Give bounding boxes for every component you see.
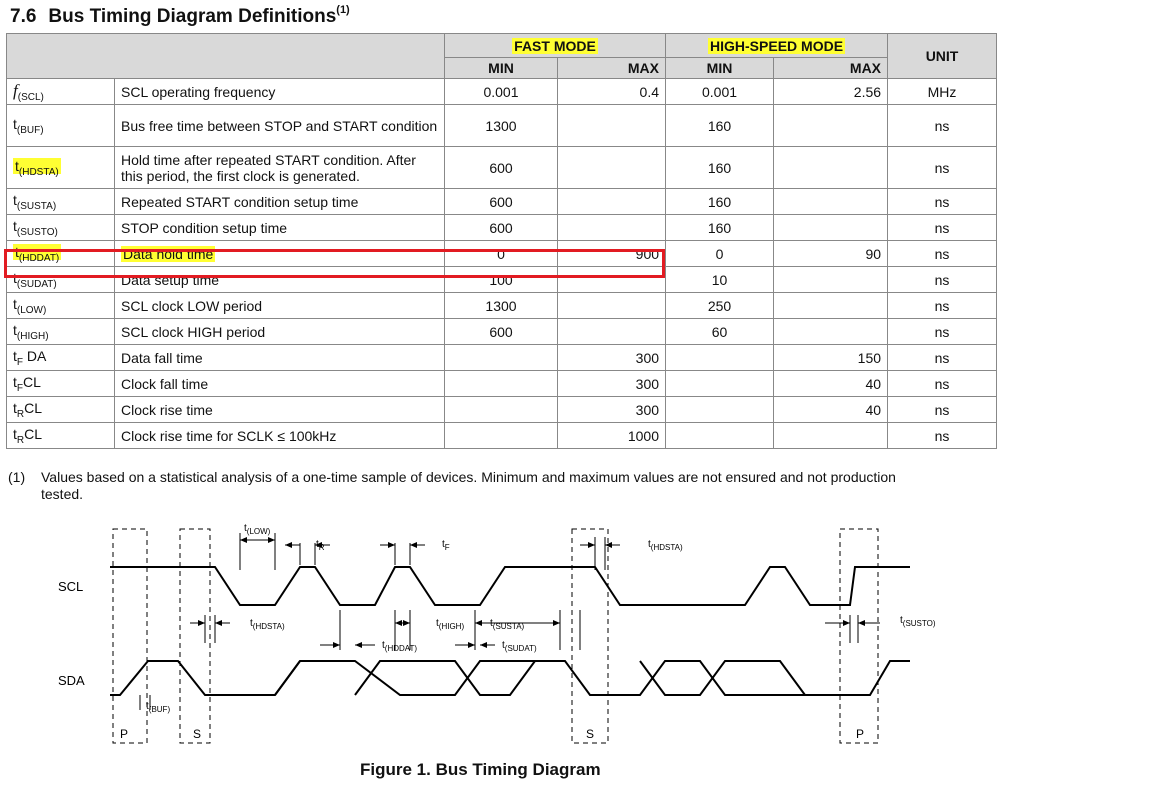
label-t-low: $t_{(LOW)}$ bbox=[244, 523, 271, 536]
label-t-hdsta: $t_{(HDSTA)}$ bbox=[250, 618, 285, 631]
row-symbol bbox=[7, 397, 115, 423]
unit-value: MHz bbox=[888, 79, 997, 105]
section-footnote-ref: (1) bbox=[336, 4, 350, 16]
fast-min-value bbox=[445, 371, 558, 397]
symbol-letter: t bbox=[13, 295, 17, 312]
fast-min-value: 600 bbox=[445, 189, 558, 215]
row-symbol bbox=[7, 293, 115, 319]
fast-min-value bbox=[445, 423, 558, 449]
marker-p2: P bbox=[856, 727, 865, 741]
row-symbol bbox=[7, 345, 115, 371]
row-symbol bbox=[7, 319, 115, 345]
unit-value: ns bbox=[888, 371, 997, 397]
fast-max-value: 0.4 bbox=[558, 79, 666, 105]
unit-value: ns bbox=[888, 397, 997, 423]
hs-max-value: 90 bbox=[774, 241, 888, 267]
symbol-letter: t bbox=[13, 399, 17, 416]
label-t-sudat: $t_{(SUDAT)}$ bbox=[502, 640, 537, 653]
label-t-susta: $t_{(SUSTA)}$ bbox=[490, 618, 525, 631]
symbol-subscript: (BUF) bbox=[16, 124, 44, 136]
unit-value: ns bbox=[888, 423, 997, 449]
hs-max-value bbox=[774, 147, 888, 189]
symbol-subscript: R bbox=[16, 434, 25, 446]
symbol-letter: t bbox=[13, 191, 17, 208]
fast-min-value: 600 bbox=[445, 147, 558, 189]
row-description: Clock fall time bbox=[115, 371, 445, 397]
fast-min-value: 0 bbox=[445, 241, 558, 267]
table-row bbox=[7, 79, 997, 105]
label-t-r: $t_R$ bbox=[316, 539, 325, 552]
row-description: SCL clock HIGH period bbox=[115, 319, 445, 345]
symbol-tail: CL bbox=[23, 373, 41, 390]
hs-min-value: 160 bbox=[666, 189, 774, 215]
table-row bbox=[7, 147, 997, 189]
hs-max-value bbox=[774, 189, 888, 215]
fast-max-value bbox=[558, 189, 666, 215]
row-description: Hold time after repeated START condition. After this period, the first clock is generated. bbox=[115, 147, 445, 189]
symbol-subscript: (SUSTO) bbox=[16, 226, 58, 238]
header-unit: UNIT bbox=[888, 34, 997, 79]
symbol-subscript: (LOW) bbox=[16, 304, 47, 316]
fast-min-value: 100 bbox=[445, 267, 558, 293]
row-description: Bus free time between STOP and START condition bbox=[115, 105, 445, 147]
table-row bbox=[7, 371, 997, 397]
symbol-tail: CL bbox=[24, 425, 43, 442]
unit-value: ns bbox=[888, 215, 997, 241]
row-description: Clock rise time for SCLK ≤ 100kHz bbox=[115, 423, 445, 449]
row-description: Repeated START condition setup time bbox=[115, 189, 445, 215]
hs-min-value: 0.001 bbox=[666, 79, 774, 105]
hs-max-value: 40 bbox=[774, 371, 888, 397]
row-symbol bbox=[7, 423, 115, 449]
symbol-subscript: (HDDAT) bbox=[18, 252, 60, 264]
scl-waveform bbox=[110, 567, 910, 605]
footnote-text: Values based on a statistical analysis of a one-time sample of devices. Minimum and maximum values are not ensured and not production tested. bbox=[41, 469, 896, 502]
symbol-subscript: (SCL) bbox=[17, 91, 44, 103]
marker-s1: S bbox=[193, 727, 202, 741]
header-blank bbox=[7, 34, 445, 79]
row-description: Data setup time bbox=[115, 267, 445, 293]
table-row bbox=[7, 345, 997, 371]
row-description: SCL clock LOW period bbox=[115, 293, 445, 319]
label-t-hdsta-top: $t_{(HDSTA)}$ bbox=[648, 539, 683, 552]
table-row bbox=[7, 293, 997, 319]
fast-max-value: 300 bbox=[558, 397, 666, 423]
hs-max-value bbox=[774, 267, 888, 293]
symbol-tail: DA bbox=[23, 347, 47, 364]
table-row bbox=[7, 105, 997, 147]
fast-max-value bbox=[558, 105, 666, 147]
bus-timing-diagram bbox=[0, 515, 1000, 755]
row-symbol bbox=[7, 371, 115, 397]
symbol-letter: t bbox=[13, 115, 17, 132]
section-title-text: Bus Timing Diagram Definitions bbox=[48, 6, 337, 27]
sda-label: SDA bbox=[58, 673, 85, 688]
header-fast-max: MAX bbox=[558, 58, 666, 79]
fast-max-value bbox=[558, 319, 666, 345]
unit-value: ns bbox=[888, 105, 997, 147]
hs-max-value bbox=[774, 215, 888, 241]
symbol-subscript: F bbox=[16, 382, 23, 394]
start-box-s2 bbox=[572, 529, 608, 743]
row-description: SCL operating frequency bbox=[115, 79, 445, 105]
symbol-subscript: (SUSTA) bbox=[16, 200, 57, 212]
scl-label: SCL bbox=[58, 579, 84, 594]
row-symbol bbox=[7, 147, 115, 189]
symbol-tail: CL bbox=[24, 399, 43, 416]
fast-max-value: 300 bbox=[558, 345, 666, 371]
section-number: 7.6 bbox=[10, 6, 37, 27]
marker-p1: P bbox=[120, 727, 129, 741]
symbol-highlight bbox=[13, 157, 61, 178]
symbol-subscript: (HDSTA) bbox=[18, 166, 59, 178]
table-row bbox=[7, 189, 997, 215]
symbol-letter: t bbox=[13, 425, 17, 442]
label-t-buf: $t_{(BUF)}$ bbox=[146, 701, 171, 714]
fast-max-value: 1000 bbox=[558, 423, 666, 449]
hs-min-value: 60 bbox=[666, 319, 774, 345]
header-fast-min: MIN bbox=[445, 58, 558, 79]
fast-min-value: 1300 bbox=[445, 293, 558, 319]
data-hold-time-callout-box bbox=[4, 249, 665, 278]
fast-min-value: 600 bbox=[445, 215, 558, 241]
unit-value: ns bbox=[888, 345, 997, 371]
row-description: Clock rise time bbox=[115, 397, 445, 423]
symbol-letter: t bbox=[13, 217, 17, 234]
fast-max-value: 900 bbox=[558, 241, 666, 267]
unit-value: ns bbox=[888, 293, 997, 319]
label-t-high: $t_{(HIGH)}$ bbox=[436, 618, 465, 631]
label-t-susto: $t_{(SUSTO)}$ bbox=[900, 615, 936, 628]
symbol-subscript: R bbox=[16, 408, 25, 420]
row-symbol bbox=[7, 105, 115, 147]
footnote-number: (1) bbox=[8, 469, 26, 485]
fast-min-value: 0.001 bbox=[445, 79, 558, 105]
table-row bbox=[7, 319, 997, 345]
symbol-subscript: F bbox=[16, 356, 23, 368]
hs-max-value: 40 bbox=[774, 397, 888, 423]
unit-value: ns bbox=[888, 241, 997, 267]
high-speed-mode-label: HIGH-SPEED MODE bbox=[710, 37, 844, 54]
description-highlight: Data hold time bbox=[123, 245, 214, 262]
hs-min-value: 10 bbox=[666, 267, 774, 293]
hs-min-value: 250 bbox=[666, 293, 774, 319]
hs-min-value: 160 bbox=[666, 105, 774, 147]
symbol-letter: f bbox=[13, 80, 18, 100]
hs-min-value: 160 bbox=[666, 147, 774, 189]
hs-max-value bbox=[774, 423, 888, 449]
symbol-subscript: (HIGH) bbox=[16, 330, 49, 342]
hs-min-value: 0 bbox=[666, 241, 774, 267]
label-t-hddat: $t_{(HDDAT)}$ bbox=[382, 640, 418, 653]
row-description: Data fall time bbox=[115, 345, 445, 371]
hs-max-value: 150 bbox=[774, 345, 888, 371]
symbol-letter: t bbox=[13, 269, 17, 286]
table-row bbox=[7, 215, 997, 241]
header-hs-max: MAX bbox=[774, 58, 888, 79]
hs-min-value bbox=[666, 397, 774, 423]
symbol-letter: t bbox=[15, 157, 19, 174]
unit-value: ns bbox=[888, 147, 997, 189]
fast-min-value: 1300 bbox=[445, 105, 558, 147]
bus-timing-table bbox=[6, 33, 997, 449]
label-t-f: $t_F$ bbox=[442, 539, 450, 552]
row-description: STOP condition setup time bbox=[115, 215, 445, 241]
unit-value: ns bbox=[888, 267, 997, 293]
hs-min-value bbox=[666, 345, 774, 371]
hs-min-value: 160 bbox=[666, 215, 774, 241]
hs-max-value bbox=[774, 105, 888, 147]
symbol-letter: t bbox=[15, 243, 19, 260]
table-row bbox=[7, 397, 997, 423]
symbol-letter: t bbox=[13, 321, 17, 338]
fast-min-value bbox=[445, 345, 558, 371]
symbol-subscript: (SUDAT) bbox=[16, 278, 57, 290]
stop-box-p2 bbox=[840, 529, 878, 743]
header-hs-min: MIN bbox=[666, 58, 774, 79]
hs-max-value bbox=[774, 293, 888, 319]
timing-labels bbox=[146, 523, 936, 714]
row-symbol bbox=[7, 79, 115, 105]
hs-max-value bbox=[774, 319, 888, 345]
fast-max-value bbox=[558, 293, 666, 319]
fast-min-value: 600 bbox=[445, 319, 558, 345]
fast-max-value bbox=[558, 147, 666, 189]
fast-min-value bbox=[445, 397, 558, 423]
figure-caption: Figure 1. Bus Timing Diagram bbox=[360, 760, 601, 779]
symbol-letter: t bbox=[13, 347, 17, 364]
table-row bbox=[7, 423, 997, 449]
header-high-speed-mode bbox=[666, 34, 888, 58]
header-fast-mode bbox=[445, 34, 666, 58]
marker-s2: S bbox=[586, 727, 595, 741]
hs-max-value: 2.56 bbox=[774, 79, 888, 105]
unit-value: ns bbox=[888, 319, 997, 345]
row-symbol bbox=[7, 215, 115, 241]
section-title bbox=[10, 6, 350, 28]
sda-waveform bbox=[110, 661, 910, 695]
fast-max-value bbox=[558, 215, 666, 241]
sda-waveform-alt bbox=[275, 661, 805, 695]
symbol-letter: t bbox=[13, 373, 17, 390]
start-stop-box-p bbox=[113, 529, 147, 743]
hs-min-value bbox=[666, 371, 774, 397]
fast-max-value: 300 bbox=[558, 371, 666, 397]
fast-mode-label: FAST MODE bbox=[514, 37, 596, 54]
row-symbol bbox=[7, 189, 115, 215]
unit-value: ns bbox=[888, 189, 997, 215]
hs-min-value bbox=[666, 423, 774, 449]
table-header-row-1 bbox=[7, 34, 997, 58]
